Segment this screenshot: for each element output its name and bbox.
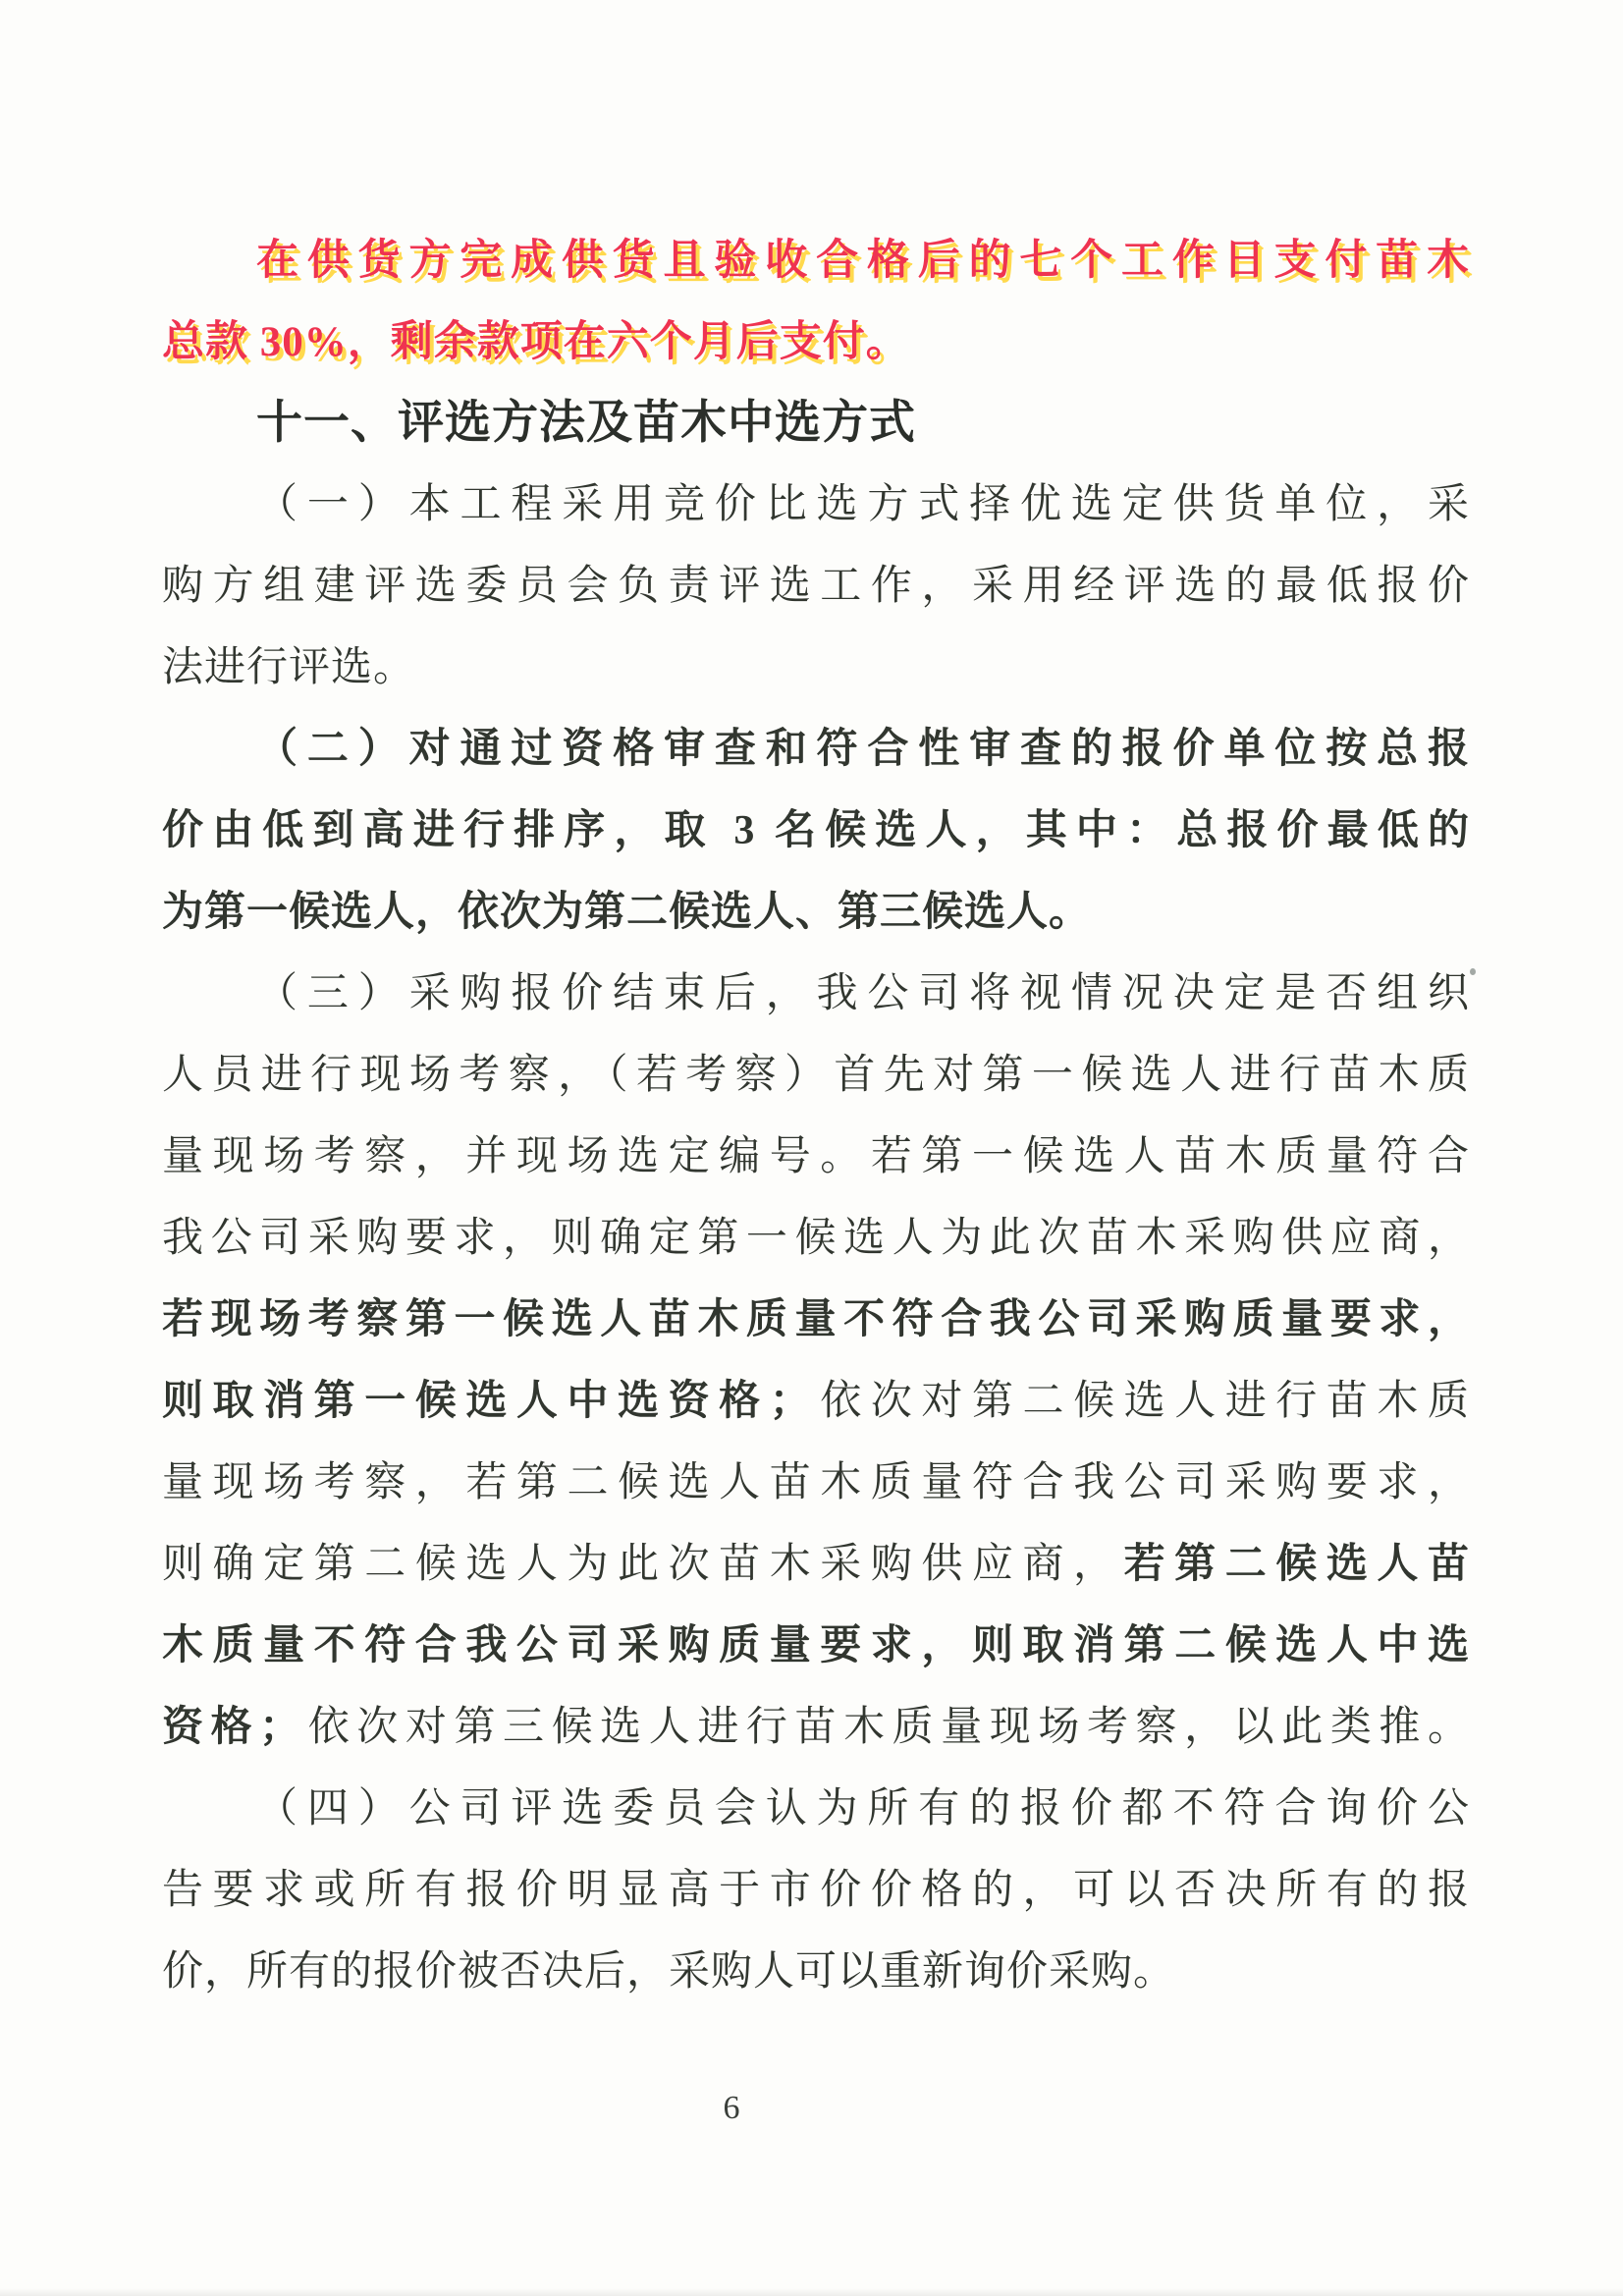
text-segment: 告要求或所有报价明显高于市价价格的，可以否决所有的报: [162, 1868, 1470, 1913]
text-line: [162, 1850, 1470, 1932]
text-line: [162, 220, 1470, 301]
text-line: [162, 1443, 1470, 1524]
text-segment: 人员进行现场考察，（若考察）首先对第一候选人进行苗木质: [162, 1053, 1470, 1098]
text-segment: 资格；: [162, 1705, 302, 1750]
text-line: [162, 1524, 1470, 1606]
text-segment: 则确定第二候选人为此次苗木采购供应商，: [162, 1542, 1124, 1587]
text-line: [162, 1280, 1470, 1361]
scan-edge-shadow: [0, 2288, 1623, 2296]
text-segment: （一）本工程采用竞价比选方式择优选定供货单位，采: [256, 482, 1470, 527]
text-segment: 若第二候选人苗: [1123, 1542, 1470, 1587]
text-line: [162, 1606, 1470, 1687]
text-segment: 购方组建评选委员会负责评选工作，采用经评选的最低报价: [162, 564, 1470, 609]
text-line: [162, 709, 1470, 791]
text-segment: 总款 30%，剩余款项在六个月后支付。: [162, 319, 909, 365]
text-segment: 木质量不符合我公司采购质量要求，则取消第二候选人中选: [162, 1623, 1470, 1668]
text-line: [162, 546, 1470, 628]
text-segment: 我公司采购要求，则确定第一候选人为此次苗木采购供应商，: [162, 1216, 1470, 1261]
text-segment: 法进行评选。: [162, 645, 416, 690]
text-line: [162, 954, 1470, 1035]
text-line: [162, 872, 1470, 954]
text-segment: （四）公司评选委员会认为所有的报价都不符合询价公: [256, 1786, 1470, 1831]
text-segment: 价由低到高进行排序，取 3 名候选人，其中：总报价最低的: [162, 808, 1470, 853]
text-segment: 依次对第二候选人进行苗木质: [811, 1379, 1470, 1424]
document-body: [162, 220, 1470, 2013]
text-line: [162, 628, 1470, 709]
text-line: [162, 1361, 1470, 1443]
text-segment: 量现场考察，并现场选定编号。若第一候选人苗木质量符合: [162, 1134, 1470, 1179]
text-line: [162, 465, 1470, 546]
text-line: [162, 791, 1470, 872]
text-line: [162, 383, 1470, 465]
text-segment: （二）对通过资格审查和符合性审查的报价单位按总报: [256, 727, 1470, 772]
text-segment: 依次对第三候选人进行苗木质量现场考察，以此类推。: [301, 1705, 1470, 1750]
text-line: [162, 301, 1470, 383]
text-segment: 若现场考察第一候选人苗木质量不符合我公司采购质量要求，: [162, 1297, 1470, 1342]
text-line: [162, 1117, 1470, 1198]
text-segment: 则取消第一候选人中选资格；: [162, 1379, 812, 1424]
text-segment: （三）采购报价结束后，我公司将视情况决定是否组织: [256, 971, 1470, 1016]
text-segment: 十一、评选方法及苗木中选方式: [256, 398, 916, 449]
text-segment: 为第一候选人，依次为第二候选人、第三候选人。: [162, 890, 1092, 935]
text-segment: 价，所有的报价被否决后，采购人可以重新询价采购。: [162, 1949, 1176, 1995]
text-segment: 量现场考察，若第二候选人苗木质量符合我公司采购要求，: [162, 1460, 1470, 1505]
text-line: [162, 1198, 1470, 1280]
text-line: [162, 1932, 1470, 2013]
scan-artifact-dot: [1470, 968, 1476, 975]
page-number: 6: [723, 2090, 740, 2126]
text-line: [162, 1035, 1470, 1117]
text-segment: 在供货方完成供货且验收合格后的七个工作日支付苗木: [256, 238, 1470, 284]
text-line: [162, 1687, 1470, 1769]
text-line: [162, 1769, 1470, 1850]
